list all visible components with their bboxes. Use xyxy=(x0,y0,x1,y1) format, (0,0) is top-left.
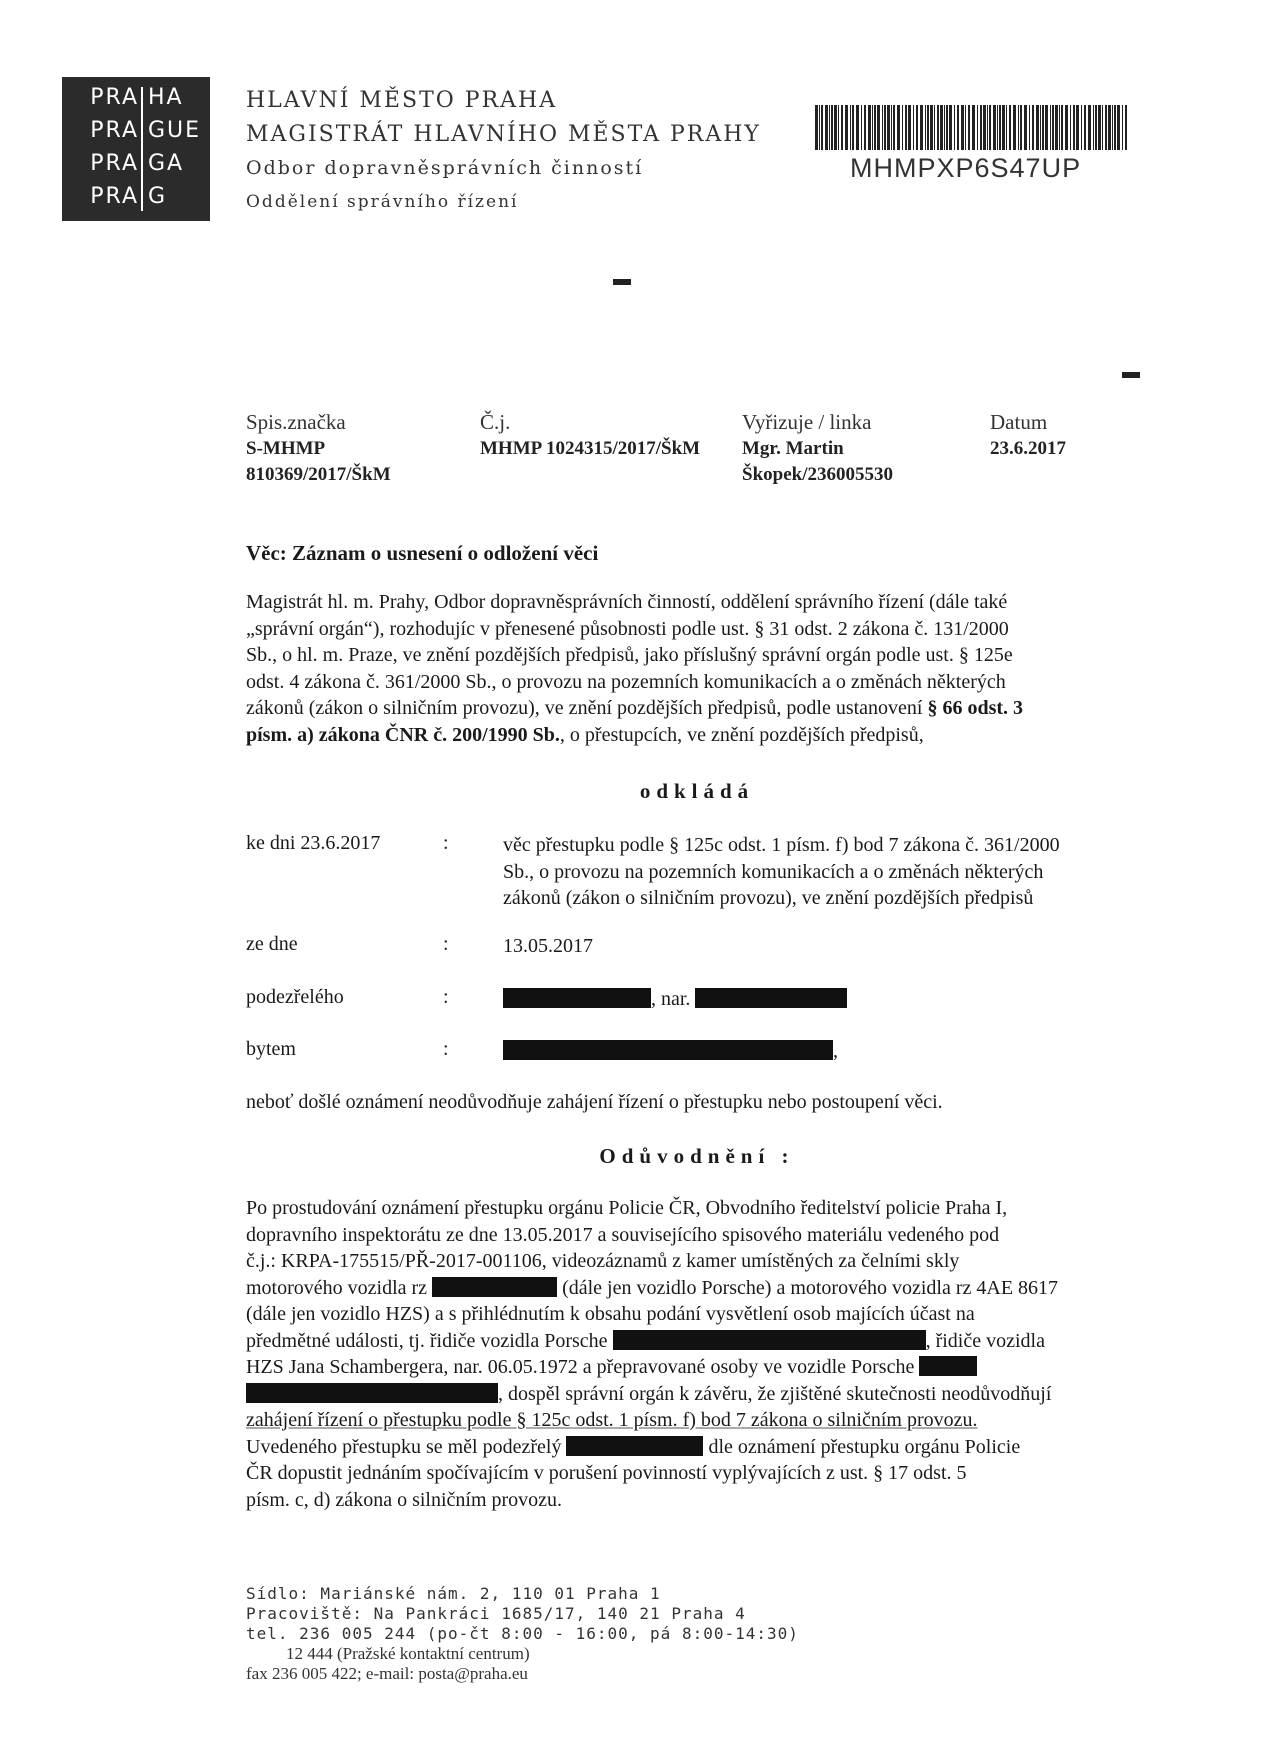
barcode-bar xyxy=(1125,105,1127,150)
podezreleho-label: podezřelého xyxy=(246,986,344,1008)
redaction-bar xyxy=(503,1040,833,1060)
barcode-bar xyxy=(944,105,945,150)
barcode-bar xyxy=(856,105,859,150)
header-section: Oddělení správního řízení xyxy=(246,192,519,212)
logo-text: GUE xyxy=(148,118,202,143)
datum-label: Datum xyxy=(990,410,1048,434)
logo-divider xyxy=(141,87,143,211)
barcode-bar xyxy=(1070,105,1071,150)
intro-line xyxy=(246,695,1148,722)
logo-text: HA xyxy=(148,85,184,110)
cj-label: Č.j. xyxy=(480,410,511,434)
intro-line: odst. 4 zákona č. 361/2000 Sb., o provozu na pozemních komunikacích a o změnách některých xyxy=(246,670,1006,693)
barcode-bar xyxy=(825,105,828,150)
barcode-bar xyxy=(937,105,939,150)
nebot-sentence: neboť došlé oznámení neodůvodňuje zahájení řízení o přestupku nebo postoupení věci. xyxy=(246,1091,943,1113)
reasoning-line xyxy=(246,1381,1148,1408)
barcode-bar xyxy=(1029,105,1030,150)
reasoning-line: zahájení řízení o přestupku podle § 125c odst. 1 písm. f) bod 7 zákona o silničním provozu. xyxy=(246,1409,978,1431)
barcode-bar xyxy=(902,105,903,150)
barcode-bar xyxy=(1032,105,1034,150)
reasoning-text: dle oznámení přestupku orgánu Policie xyxy=(708,1435,1021,1458)
intro-line xyxy=(246,722,1148,749)
barcode-bar xyxy=(1098,105,1101,150)
reasoning-text: předmětné události, tj. řidiče vozidla Porsche xyxy=(246,1329,608,1352)
reasoning-paragraph xyxy=(246,1195,1148,1513)
redaction-bar xyxy=(503,988,651,1008)
barcode-bar xyxy=(999,105,1001,150)
barcode-bar xyxy=(1073,105,1075,150)
reasoning-text: motorového vozidla rz xyxy=(246,1276,428,1299)
reasoning-line: dopravního inspektorátu ze dne 13.05.2017 a souvisejícího spisového materiálu vedeného pod xyxy=(246,1223,1000,1246)
barcode-bar xyxy=(1055,105,1058,150)
barcode-bar xyxy=(1006,105,1007,150)
redaction-bar xyxy=(613,1330,926,1350)
ke-dni-line: zákonů (zákon o silničním provozu), ve znění pozdějších předpisů xyxy=(503,887,1034,909)
reasoning-line xyxy=(246,1434,1148,1461)
intro-bold: § 66 odst. 3 xyxy=(927,697,1024,719)
barcode-bar xyxy=(1061,105,1063,150)
barcode-bar xyxy=(1076,105,1079,150)
vyrizuje-value-line: Škopek/236005530 xyxy=(742,464,893,485)
barcode-bar xyxy=(993,105,996,150)
barcode-bar xyxy=(1013,105,1016,150)
footer xyxy=(246,1584,799,1684)
bytem-tail: , xyxy=(833,1040,838,1062)
ke-dni-value xyxy=(503,832,1060,912)
footer-fax: fax 236 005 422; e-mail: posta@praha.eu xyxy=(246,1664,528,1683)
reasoning-line: č.j.: KRPA-175515/PŘ-2017-001106, videozáznamů z kamer umístěných za čelními skly xyxy=(246,1250,960,1272)
redaction-bar xyxy=(695,988,847,1008)
barcode-text: MHMPXP6S47UP xyxy=(850,153,1082,183)
reasoning-line xyxy=(246,1275,1148,1302)
ze-dne-value: 13.05.2017 xyxy=(503,935,593,957)
barcode-bar xyxy=(965,105,966,150)
barcode-bar xyxy=(850,105,851,150)
reasoning-line: písm. c, d) zákona o silničním provozu. xyxy=(246,1488,563,1511)
barcode-bar xyxy=(861,105,862,150)
barcode-bar xyxy=(868,105,871,150)
bytem-value xyxy=(503,1038,838,1065)
barcode-bar xyxy=(934,105,935,150)
reasoning-line: Po prostudování oznámení přestupku orgánu Policie ČR, Obvodního ředitelství policie Praha I, xyxy=(246,1197,1008,1219)
intro-text: , o přestupcích, ve znění pozdějších předpisů, xyxy=(559,723,924,746)
barcode-bar xyxy=(987,105,988,150)
barcode-bar xyxy=(1045,105,1048,150)
barcode-bar xyxy=(874,105,876,150)
footer-phone-2: 12 444 (Pražské kontaktní centrum) xyxy=(286,1644,530,1663)
header-city: HLAVNÍ MĚSTO PRAHA xyxy=(246,88,558,113)
barcode-bar xyxy=(877,105,880,150)
logo-text: PRA xyxy=(90,118,139,143)
barcode-bar xyxy=(838,105,839,150)
logo-text: PRA xyxy=(90,151,139,176)
podezreleho-value xyxy=(503,986,847,1013)
barcode-bar xyxy=(989,105,991,150)
barcode-bar xyxy=(852,105,854,150)
reasoning-heading: Odůvodnění : xyxy=(599,1144,795,1168)
barcode-bar xyxy=(1108,105,1111,150)
barcode-bar xyxy=(891,105,892,150)
subject-heading: Věc: Záznam o usnesení o odložení věci xyxy=(246,541,599,565)
reasoning-text: (dále jen vozidlo Porsche) a motorového vozidla rz 4AE 8617 xyxy=(562,1276,1059,1299)
barcode-bar xyxy=(925,105,926,150)
barcode-bar xyxy=(831,105,833,150)
logo-text: PRA xyxy=(90,184,139,209)
row-colon: : xyxy=(443,1038,449,1060)
barcode-bar xyxy=(815,105,818,150)
cj-value: MHMP 1024315/2017/ŠkM xyxy=(480,438,701,459)
barcode-bar xyxy=(1009,105,1011,150)
barcode-bar xyxy=(864,105,866,150)
barcode-bar xyxy=(1112,105,1113,150)
barcode-bar xyxy=(1065,105,1068,150)
decision-heading: odkládá xyxy=(639,779,755,803)
barcode-bar xyxy=(1095,105,1097,150)
ke-dni-line: věc přestupku podle § 125c odst. 1 písm. f) bod 7 zákona č. 361/2000 xyxy=(503,834,1060,856)
barcode-bar xyxy=(940,105,943,150)
barcode-bar xyxy=(1002,105,1005,150)
barcode-bar xyxy=(920,105,923,150)
ze-dne-label: ze dne xyxy=(246,933,298,955)
barcode-bar xyxy=(1122,105,1123,150)
intro-paragraph xyxy=(246,589,1148,748)
barcode-bar xyxy=(905,105,907,150)
intro-line: „správní orgán“), rozhodujíc v přenesené působnosti podle ust. § 31 odst. 2 zákona č. 131/2000 xyxy=(246,617,1009,640)
barcode-bar xyxy=(949,105,952,150)
barcode-bar xyxy=(913,105,914,150)
barcode-bar xyxy=(977,105,978,150)
barcode-bar xyxy=(829,105,830,150)
reasoning-text: Uvedeného přestupku se měl podezřelý xyxy=(246,1435,562,1458)
reasoning-line: (dále jen vozidlo HZS) a s přihlédnutím k obsahu podání vysvětlení osob majících účast na xyxy=(246,1303,975,1325)
datum-value: 23.6.2017 xyxy=(990,438,1066,459)
barcode-bar xyxy=(927,105,929,150)
intro-line: Sb., o hl. m. Praze, ve znění pozdějších předpisů, jako příslušný správní orgán podle ust. § 125e xyxy=(246,644,1013,666)
barcode-bar xyxy=(841,105,843,150)
spis-label: Spis.značka xyxy=(246,410,346,434)
row-colon: : xyxy=(443,986,449,1008)
spis-value-line: S-MHMP xyxy=(246,438,326,459)
header-department: Odbor dopravněsprávních činností xyxy=(246,157,644,179)
intro-text: zákonů (zákon o silničním provozu), ve znění pozdějších předpisů, podle ustanovení xyxy=(246,697,923,719)
barcode-bar xyxy=(1050,105,1051,150)
row-colon: : xyxy=(443,933,449,955)
logo-text: G xyxy=(148,184,168,209)
barcode-bar xyxy=(821,105,823,150)
barcode-bar xyxy=(1093,105,1094,150)
barcode-bar xyxy=(872,105,873,150)
reasoning-line xyxy=(246,1328,1148,1355)
intro-line: Magistrát hl. m. Prahy, Odbor dopravněsprávních činností, oddělení správního řízení (dále také xyxy=(246,591,1008,613)
logo-text: PRA xyxy=(90,85,139,110)
header-magistrate: MAGISTRÁT HLAVNÍHO MĚSTA PRAHY xyxy=(246,122,761,147)
ke-dni-line: Sb., o provozu na pozemních komunikacích a o změnách některých xyxy=(503,860,1044,883)
footer-phone: tel. 236 005 244 (po-čt 8:00 - 16:00, pá 8:00-14:30) xyxy=(246,1624,799,1643)
redaction-bar xyxy=(919,1356,977,1376)
barcode-bar xyxy=(1018,105,1019,150)
barcode-bar xyxy=(1114,105,1116,150)
barcode-bar xyxy=(954,105,955,150)
barcode-bar xyxy=(1084,105,1086,150)
barcode-bar xyxy=(1036,105,1039,150)
barcode-bar xyxy=(997,105,998,150)
barcode-bar xyxy=(1105,105,1107,150)
vyrizuje-value-line: Mgr. Martin xyxy=(742,438,844,459)
vyrizuje-label: Vyřizuje / linka xyxy=(742,410,872,434)
reasoning-text: , řidiče vozidla xyxy=(925,1329,1045,1352)
podezreleho-nar: , nar. xyxy=(651,988,691,1010)
barcode-bar xyxy=(908,105,911,150)
barcode-bar xyxy=(946,105,948,150)
barcode-bar xyxy=(983,105,986,150)
barcode-bar xyxy=(972,105,975,150)
praha-logo xyxy=(62,77,210,221)
barcode-bar xyxy=(819,105,820,150)
reasoning-text: HZS Jana Schambergera, nar. 06.05.1972 a přepravované osoby ve vozidle Porsche xyxy=(246,1356,915,1378)
barcode-bar xyxy=(887,105,890,150)
barcode-bar xyxy=(968,105,970,150)
redaction-bar xyxy=(432,1277,557,1297)
barcode-bar xyxy=(1052,105,1054,150)
barcode-bar xyxy=(961,105,964,150)
barcode-bar xyxy=(1024,105,1027,150)
barcode-bar xyxy=(1081,105,1082,150)
footer-address: Sídlo: Mariánské nám. 2, 110 01 Praha 1 xyxy=(246,1584,661,1603)
scan-mark xyxy=(613,279,631,285)
barcode-bar xyxy=(980,105,982,150)
barcode-bar xyxy=(845,105,848,150)
intro-bold: písm. a) zákona ČNR č. 200/1990 Sb. xyxy=(246,723,560,746)
bytem-label: bytem xyxy=(246,1038,296,1060)
barcode-bar xyxy=(957,105,959,150)
logo-text: GA xyxy=(148,151,185,176)
row-colon: : xyxy=(443,832,449,854)
redaction-bar xyxy=(566,1436,703,1456)
scan-mark xyxy=(1122,372,1140,378)
barcode-bar xyxy=(1117,105,1120,150)
barcode-bar xyxy=(1088,105,1091,150)
ke-dni-label: ke dni 23.6.2017 xyxy=(246,832,381,854)
barcode-bar xyxy=(834,105,837,150)
vyrizuje-value xyxy=(742,436,893,488)
barcode-bar xyxy=(1102,105,1103,150)
barcode-bar xyxy=(884,105,886,150)
barcode-bar xyxy=(916,105,918,150)
footer-workplace: Pracoviště: Na Pankráci 1685/17, 140 21 Praha 4 xyxy=(246,1604,746,1623)
spis-value-line: 810369/2017/ŠkM xyxy=(246,464,391,485)
reasoning-text: , dospěl správní orgán k závěru, že zjištěné skutečnosti neodůvodňují xyxy=(498,1382,1052,1405)
barcode-bar xyxy=(1020,105,1022,150)
spis-value xyxy=(246,436,391,488)
barcode-bar xyxy=(1059,105,1060,150)
barcode-bar xyxy=(1042,105,1044,150)
barcode xyxy=(815,105,1131,150)
barcode-bar xyxy=(893,105,895,150)
barcode-bar xyxy=(1040,105,1041,150)
redaction-bar xyxy=(246,1383,498,1403)
barcode-bar xyxy=(897,105,900,150)
barcode-bar xyxy=(882,105,883,150)
reasoning-line xyxy=(246,1354,1148,1381)
reasoning-line: ČR dopustit jednáním spočívajícím v porušení povinností vyplývajících z ust. § 17 odst. 5 xyxy=(246,1462,967,1484)
barcode-bar xyxy=(930,105,933,150)
